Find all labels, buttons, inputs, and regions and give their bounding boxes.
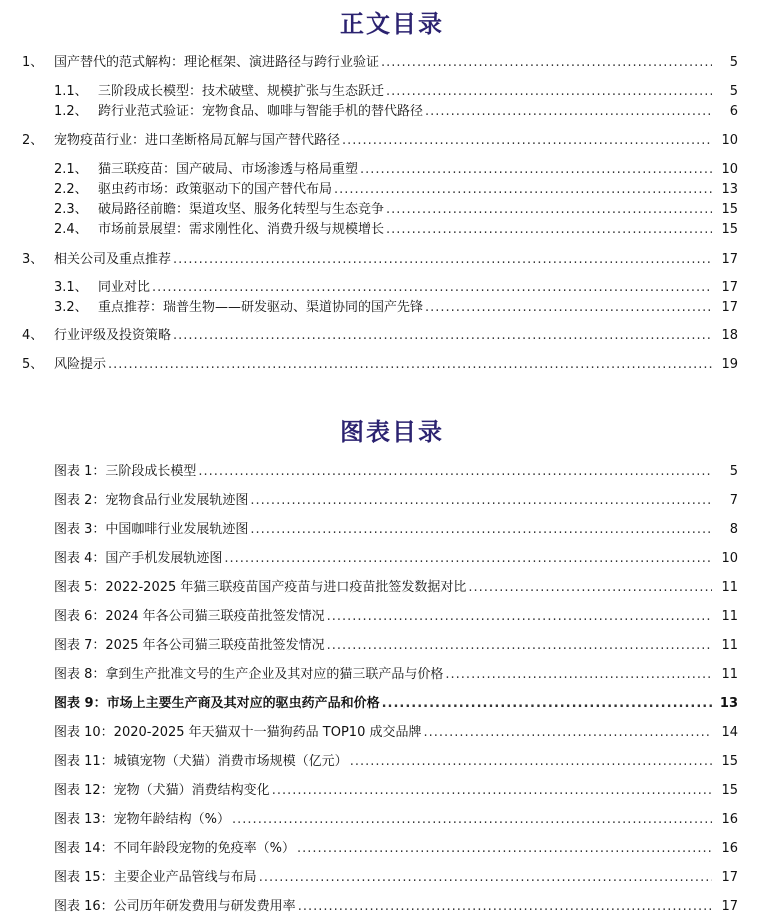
- dot-leader: [386, 221, 712, 239]
- dot-leader: [152, 279, 712, 297]
- figure-entry-text: 图表 11：城镇宠物（犬猫）消费市场规模（亿元）: [54, 754, 348, 769]
- toc-entry[interactable]: [22, 132, 738, 150]
- figure-entry[interactable]: [54, 579, 738, 597]
- toc-entry-page: 17: [721, 280, 738, 295]
- figure-entry-text: 图表 15：主要企业产品管线与布局: [54, 870, 257, 885]
- figures-title: 图表目录: [340, 417, 444, 446]
- toc-entry-number: 2.1、: [54, 162, 88, 177]
- toc-title: 正文目录: [340, 9, 444, 38]
- toc-entry-number: 5、: [22, 357, 44, 372]
- figure-entry-text: 图表 9：市场上主要生产商及其对应的驱虫药产品和价格: [54, 696, 380, 711]
- dot-leader: [173, 327, 712, 345]
- toc-entry-number: 3.1、: [54, 280, 88, 295]
- dot-leader: [232, 811, 712, 829]
- dot-leader: [334, 181, 712, 199]
- figure-entry-page: 13: [719, 696, 738, 711]
- toc-entry-text: 国产替代的范式解构：理论框架、演进路径与跨行业验证: [54, 55, 380, 70]
- dot-leader: [350, 753, 712, 771]
- toc-entry-text: 重点推荐：瑞普生物——研发驱动、渠道协同的国产先锋: [98, 300, 424, 315]
- figure-entry[interactable]: [54, 782, 738, 800]
- dot-leader: [445, 666, 712, 684]
- toc-entry-page: 5: [729, 55, 738, 70]
- figure-entry[interactable]: [54, 753, 738, 771]
- toc-entry-number: 2.3、: [54, 202, 88, 217]
- figure-entry[interactable]: [54, 869, 738, 887]
- dot-leader: [425, 299, 712, 317]
- figure-entry[interactable]: [54, 695, 738, 713]
- toc-entry-number: 4、: [22, 328, 44, 343]
- figure-entry[interactable]: [54, 840, 738, 858]
- dot-leader: [386, 83, 712, 101]
- toc-entry-text: 风险提示: [54, 357, 107, 372]
- figure-entry[interactable]: [54, 608, 738, 626]
- figure-entry-page: 17: [721, 870, 738, 885]
- figure-entry-page: 11: [721, 667, 738, 682]
- dot-leader: [250, 521, 712, 539]
- figure-entry[interactable]: [54, 898, 738, 916]
- toc-entry-text: 破局路径前瞻：渠道攻坚、服务化转型与生态竞争: [98, 202, 385, 217]
- toc-entry-text: 同业对比: [98, 280, 151, 295]
- figure-entry-text: 图表 16：公司历年研发费用与研发费用率: [54, 899, 296, 914]
- toc-entry-page: 15: [721, 202, 738, 217]
- dot-leader: [173, 251, 712, 269]
- figure-entry-text: 图表 14：不同年龄段宠物的免疫率（%）: [54, 841, 296, 856]
- figure-entry-text: 图表 1：三阶段成长模型: [54, 464, 197, 479]
- toc-entry-text: 相关公司及重点推荐: [54, 252, 172, 267]
- dot-leader: [342, 132, 712, 150]
- toc-entry-number: 2.4、: [54, 222, 88, 237]
- toc-entry[interactable]: [54, 161, 738, 179]
- toc-entry-number: 1.1、: [54, 84, 88, 99]
- toc-entry-text: 市场前景展望：需求刚性化、消费升级与规模增长: [98, 222, 385, 237]
- figure-entry-text: 图表 8：拿到生产批准文号的生产企业及其对应的猫三联产品与价格: [54, 667, 444, 682]
- figure-entry[interactable]: [54, 637, 738, 655]
- figure-entry-page: 11: [721, 580, 738, 595]
- toc-entry[interactable]: [54, 103, 738, 121]
- figure-entry-page: 8: [729, 522, 738, 537]
- toc-entry-page: 19: [721, 357, 738, 372]
- toc-entry-number: 2.2、: [54, 182, 88, 197]
- figure-entry-page: 7: [729, 493, 738, 508]
- figure-entry-page: 14: [721, 725, 738, 740]
- figure-entry-page: 10: [721, 551, 738, 566]
- dot-leader: [424, 724, 713, 742]
- figure-entry-text: 图表 10：2020-2025 年天猫双十一猫狗药品 TOP10 成交品牌: [54, 725, 422, 740]
- figure-entry[interactable]: [54, 521, 738, 539]
- toc-entry[interactable]: [22, 356, 738, 374]
- figure-entry[interactable]: [54, 550, 738, 568]
- toc-entry-text: 行业评级及投资策略: [54, 328, 172, 343]
- toc-entry-text: 三阶段成长模型：技术破壁、规模扩张与生态跃迁: [98, 84, 385, 99]
- toc-entry-page: 15: [721, 222, 738, 237]
- toc-entry-text: 猫三联疫苗：国产破局、市场渗透与格局重塑: [98, 162, 359, 177]
- figure-entry-page: 17: [721, 899, 738, 914]
- dot-leader: [272, 782, 712, 800]
- dot-leader: [468, 579, 712, 597]
- toc-entry-number: 2、: [22, 133, 44, 148]
- dot-leader: [381, 54, 712, 72]
- figure-entry-page: 16: [721, 812, 738, 827]
- figure-entry-page: 15: [721, 783, 738, 798]
- toc-entry[interactable]: [54, 221, 738, 239]
- toc-entry-page: 10: [721, 133, 738, 148]
- dot-leader: [250, 492, 712, 510]
- toc-entry-number: 1、: [22, 55, 44, 70]
- toc-entry-number: 1.2、: [54, 104, 88, 119]
- figure-entry-page: 15: [721, 754, 738, 769]
- figure-entry-page: 11: [721, 609, 738, 624]
- toc-entry[interactable]: [22, 327, 738, 345]
- dot-leader: [382, 695, 712, 713]
- dot-leader: [298, 898, 712, 916]
- figure-entry-text: 图表 5：2022-2025 年猫三联疫苗国产疫苗与进口疫苗批签发数据对比: [54, 580, 467, 595]
- figure-entry-text: 图表 13：宠物年龄结构（%）: [54, 812, 231, 827]
- figure-entry-text: 图表 3：中国咖啡行业发展轨迹图: [54, 522, 249, 537]
- figure-entry[interactable]: [54, 811, 738, 829]
- dot-leader: [327, 637, 712, 655]
- toc-entry-page: 17: [721, 300, 738, 315]
- dot-leader: [259, 869, 712, 887]
- dot-leader: [327, 608, 712, 626]
- toc-entry-page: 17: [721, 252, 738, 267]
- dot-leader: [108, 356, 712, 374]
- dot-leader: [198, 463, 712, 481]
- toc-entry[interactable]: [54, 181, 738, 199]
- dot-leader: [297, 840, 712, 858]
- figure-entry-page: 16: [721, 841, 738, 856]
- toc-entry-page: 18: [721, 328, 738, 343]
- toc-entry-page: 6: [729, 104, 738, 119]
- dot-leader: [360, 161, 712, 179]
- toc-entry[interactable]: [22, 54, 738, 72]
- figure-entry-text: 图表 6：2024 年各公司猫三联疫苗批签发情况: [54, 609, 325, 624]
- toc-entry[interactable]: [54, 299, 738, 317]
- toc-entry-text: 跨行业范式验证：宠物食品、咖啡与智能手机的替代路径: [98, 104, 424, 119]
- toc-entry-text: 宠物疫苗行业：进口垄断格局瓦解与国产替代路径: [54, 133, 341, 148]
- figure-entry[interactable]: [54, 724, 738, 742]
- figure-entry-text: 图表 2：宠物食品行业发展轨迹图: [54, 493, 249, 508]
- figure-entry-text: 图表 7：2025 年各公司猫三联疫苗批签发情况: [54, 638, 325, 653]
- figure-entry-page: 5: [729, 464, 738, 479]
- toc-entry-page: 5: [729, 84, 738, 99]
- toc-entry[interactable]: [22, 251, 738, 269]
- dot-leader: [425, 103, 712, 121]
- toc-entry[interactable]: [54, 83, 738, 101]
- figure-entry[interactable]: [54, 492, 738, 510]
- figure-entry-text: 图表 4：国产手机发展轨迹图: [54, 551, 223, 566]
- figure-entry[interactable]: [54, 463, 738, 481]
- toc-entry[interactable]: [54, 201, 738, 219]
- toc-entry-page: 13: [721, 182, 738, 197]
- toc-entry-page: 10: [721, 162, 738, 177]
- toc-entry-number: 3、: [22, 252, 44, 267]
- dot-leader: [386, 201, 712, 219]
- figure-entry[interactable]: [54, 666, 738, 684]
- toc-entry-number: 3.2、: [54, 300, 88, 315]
- toc-entry[interactable]: [54, 279, 738, 297]
- dot-leader: [224, 550, 712, 568]
- toc-entry-text: 驱虫药市场：政策驱动下的国产替代布局: [98, 182, 333, 197]
- figure-entry-page: 11: [721, 638, 738, 653]
- figure-entry-text: 图表 12：宠物（犬猫）消费结构变化: [54, 783, 270, 798]
